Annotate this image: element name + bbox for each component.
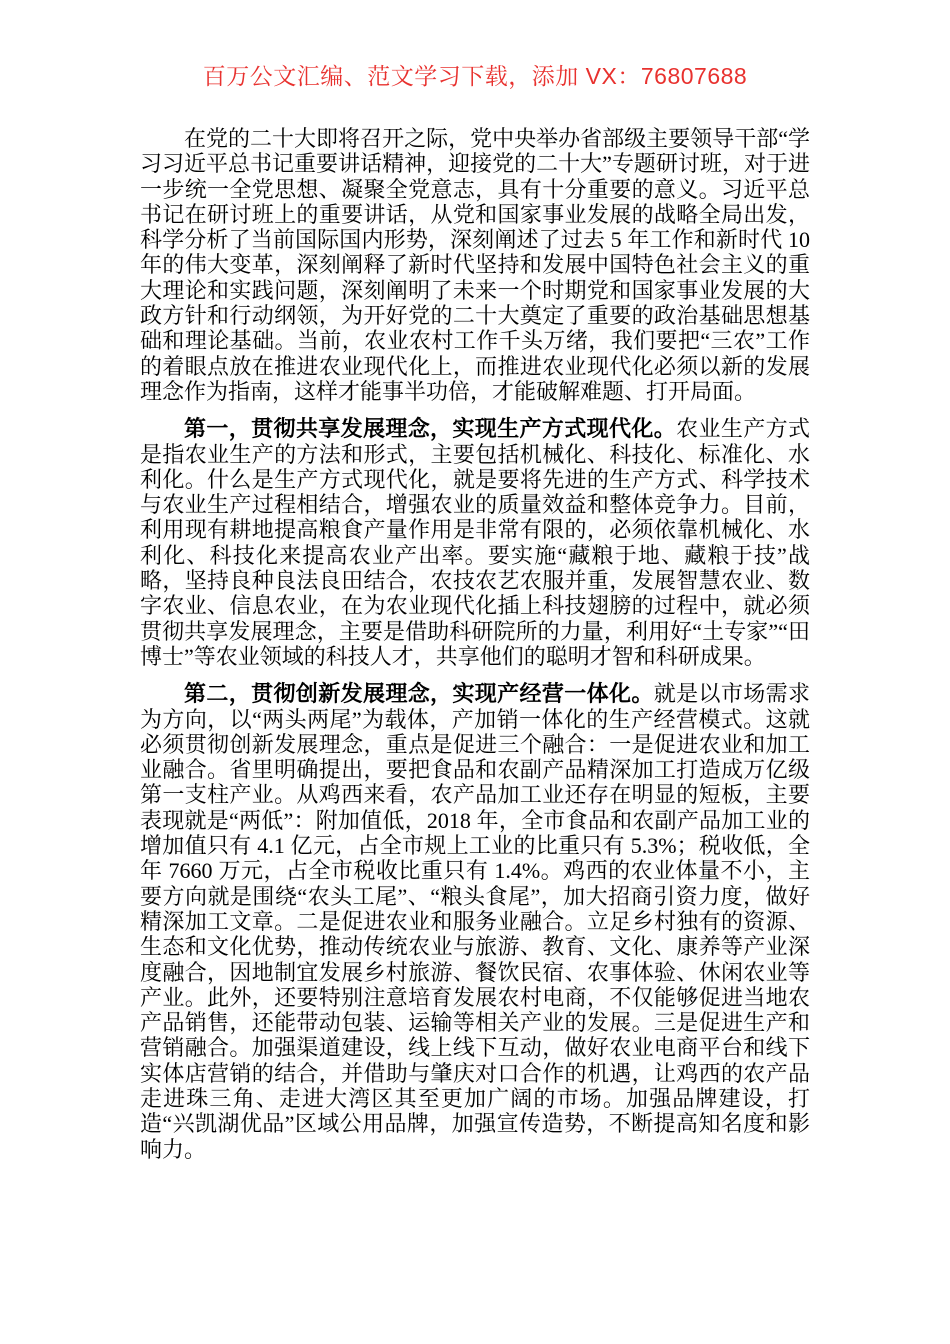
paragraph-text: 在党的二十大即将召开之际，党中央举办省部级主要领导干部“学习习近平总书记重要讲话精神，迎接党的二十大”专题研讨班，对于进一步统一全党思想、凝聚全党意志，具有十分重要的意义。习近平总书记在研讨班上的重要讲话，从党和国家事业发展的战略全局出发，科学分析了当前国际国内形势，深刻阐述了过去 5 年工作和新时代 10 年的伟大变革，深刻阐释了新时代坚持和发展中国特色社会主义的重大理论和实践问题，深刻阐明了未来一个时期党和国家事业发展的大政方针和行动纲领，为开好党的二十大奠定了重要的政治基础思想基础和理论基础。当前，农业农村工作千头万绪，我们要把“三农”工作的着眼点放在推进农业现代化上，而推进农业现代化必须以新的发展理念作为指南，这样才能事半功倍，才能破解难题、打开局面。 — [140, 126, 810, 404]
paragraph-point-one — [140, 416, 810, 669]
paragraph-intro — [140, 126, 810, 404]
paragraph-text: 就是以市场需求为方向，以“两头两尾”为载体，产加销一体化的生产经营模式。这就必须贯彻创新发展理念，重点是促进三个融合：一是促进农业和加工业融合。省里明确提出，要把食品和农副产品精深加工打造成万亿级第一支柱产业。从鸡西来看，农产品加工业还存在明显的短板，主要表现就是“两低”：附加值低，2018 年，全市食品和农副产品加工业的增加值只有 4.1 亿元，占全市规上工业的比重只有 5.3%；税收低，全年 7660 万元，占全市税收比重只有 1.4%。鸡西的农业体量不小，主要方向就是围绕“农头工尾”、“粮头食尾”，加大招商引资力度，做好精深加工文章。二是促进农业和服务业融合。立足乡村独有的资源、生态和文化优势，推动传统农业与旅游、教育、文化、康养等产业深度融合，因地制宜发展乡村旅游、餐饮民宿、农事体验、休闲农业等产业。此外，还要特别注意培育发展农村电商，不仅能够促进当地农产品销售，还能带动包装、运输等相关产业的发展。三是促进生产和营销融合。加强渠道建设，线上线下互动，做好农业电商平台和线下实体店营销的结合，并借助与肇庆对口合作的机遇，让鸡西的农产品走进珠三角、走进大湾区其至更加广阔的市场。加强品牌建设，打造“兴凯湖优品”区域公用品牌，加强宣传造势，不断提高知名度和影响力。 — [140, 681, 811, 1162]
paragraph-lead: 第一，贯彻共享发展理念，实现生产方式现代化。 — [184, 416, 677, 442]
paragraph-point-two — [140, 681, 810, 1162]
header-notice: 百万公文汇编、范文学习下载，添加 VX：76807688 — [202, 63, 748, 89]
document-body — [140, 126, 810, 1174]
paragraph-text: 农业生产方式是指农业生产的方法和形式，主要包括机械化、科技化、标准化、水利化。什么是生产方式现代化，就是要将先进的生产方式、科学技术与农业生产过程相结合，增强农业的质量效益和整体竞争力。目前，利用现有耕地提高粮食产量作用是非常有限的，必须依靠机械化、水利化、科技化来提高农业产出率。要实施“藏粮于地、藏粮于技”战略，坚持良种良法良田结合，农技农艺农服并重，发展智慧农业、数字农业、信息农业，在为农业现代化插上科技翅膀的过程中，就必须贯彻共享发展理念，主要是借助科研院所的力量，利用好“土专家”“田博士”等农业领域的科技人才，共享他们的聪明才智和科研成果。 — [140, 416, 810, 669]
paragraph-lead: 第二，贯彻创新发展理念，实现产经营一体化。 — [184, 681, 654, 707]
